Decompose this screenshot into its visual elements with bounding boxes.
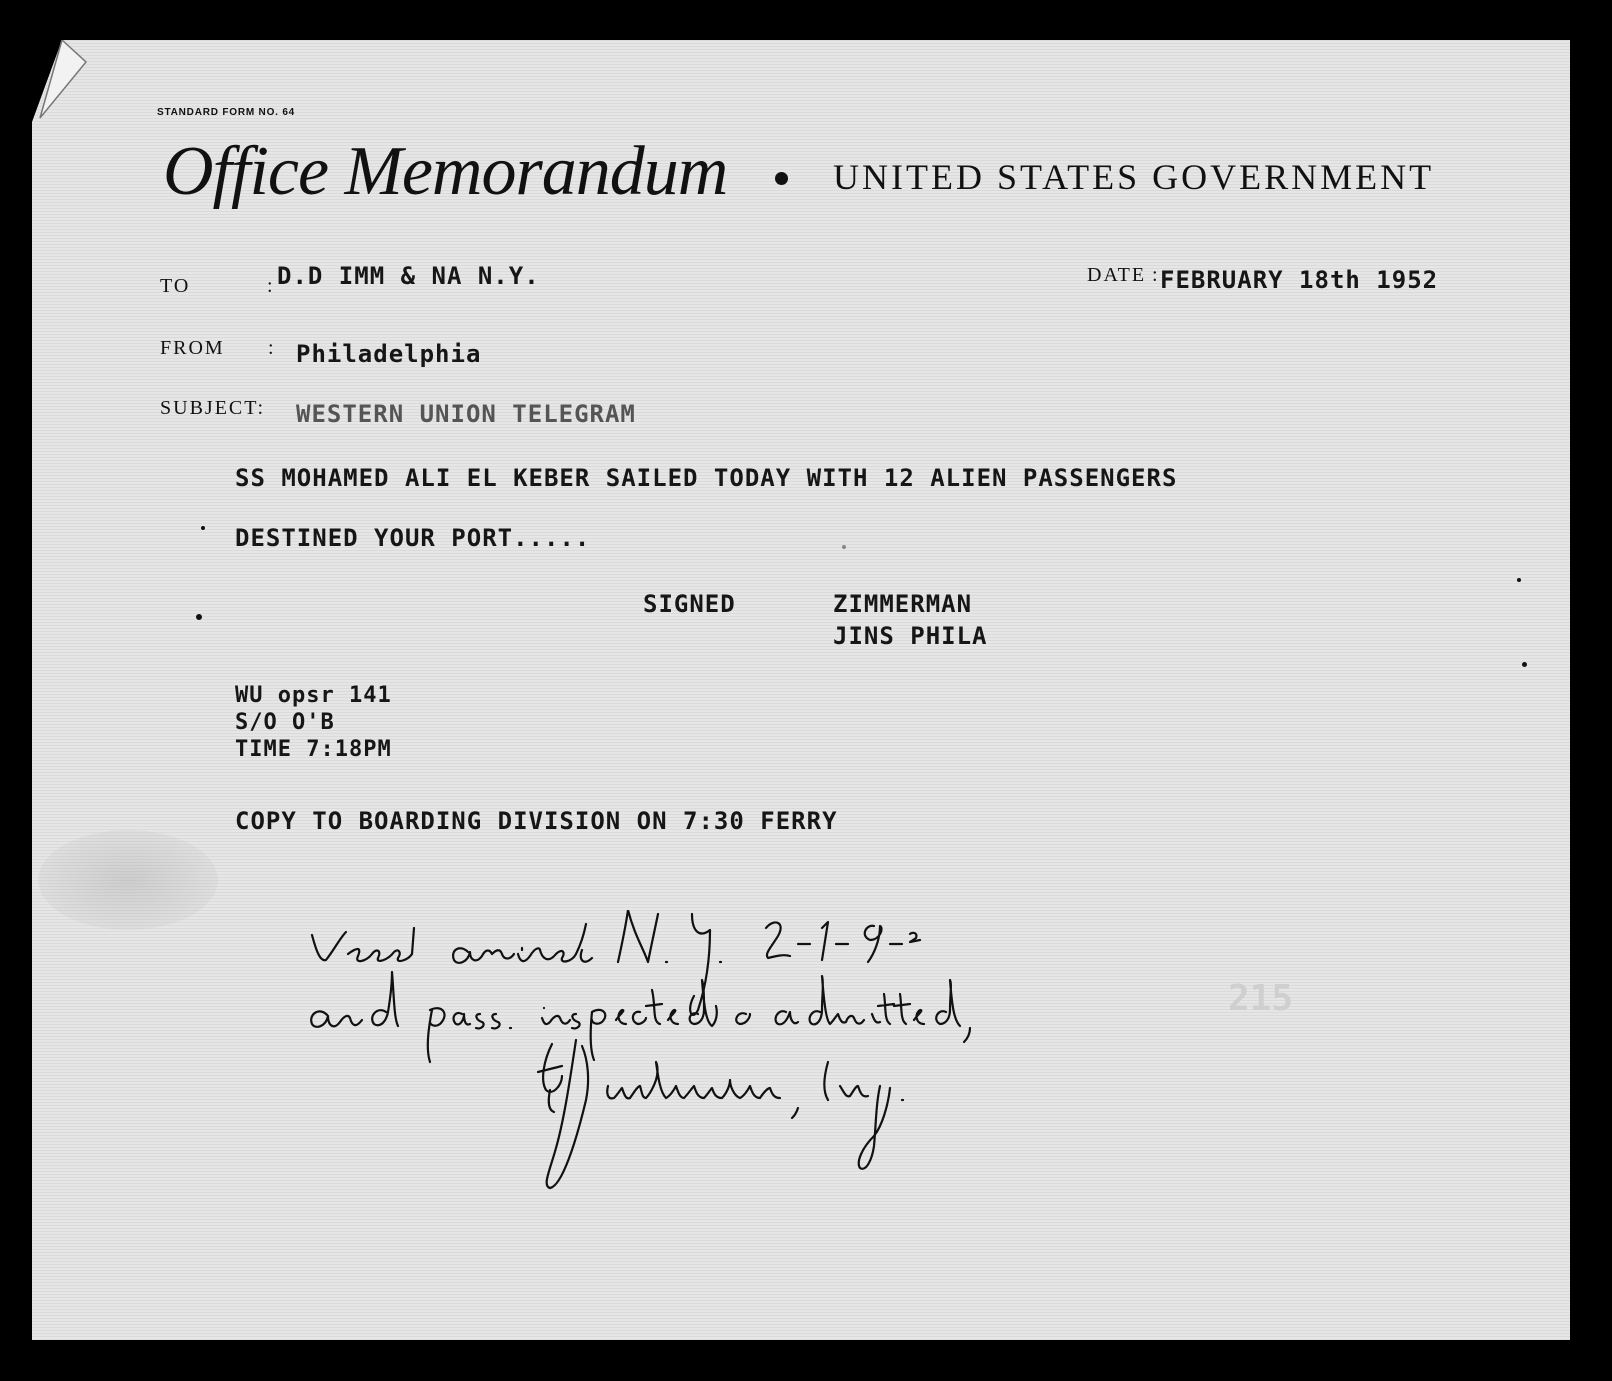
folded-corner [28,40,98,130]
stray-mark [842,545,846,549]
date-label: DATE [1087,264,1147,286]
stray-mark [196,614,202,620]
to-colon: : [267,275,273,297]
signer-office: JINS PHILA [833,622,988,650]
form-number: STANDARD FORM NO. 64 [157,107,296,118]
smudge-mark [38,830,218,930]
copy-note: COPY TO BOARDING DIVISION ON 7:30 FERRY [235,807,838,835]
to-label: TO [160,275,191,297]
title-bullet [775,172,788,185]
subject-label: SUBJECT: [160,397,266,419]
from-value: Philadelphia [296,340,482,368]
memo-title: Office Memorandum [163,133,728,210]
signed-label: SIGNED [643,590,736,618]
stray-mark [1517,578,1521,582]
to-value: D.D IMM & NA N.Y. [277,262,540,290]
date-colon: : [1152,264,1158,286]
from-colon: : [268,337,274,359]
signer-name: ZIMMERMAN [833,590,973,618]
handwritten-annotation [300,910,1000,1230]
date-value: FEBRUARY 18th 1952 [1160,266,1439,294]
subject-value: WESTERN UNION TELEGRAM [296,400,636,428]
transmission-time: TIME 7:18PM [235,737,392,762]
operator-code: WU opsr 141 [235,683,392,708]
faint-stamp-number: 215 [1228,978,1294,1019]
agency-name: UNITED STATES GOVERNMENT [833,157,1435,197]
stray-mark [1522,662,1527,667]
telegram-line-1: SS MOHAMED ALI EL KEBER SAILED TODAY WITH 12 ALIEN PASSENGERS [235,464,1178,492]
sender-initials: S/O O'B [235,710,335,735]
telegram-line-2: DESTINED YOUR PORT..... [235,524,591,552]
stray-mark [201,526,205,530]
from-label: FROM [160,337,225,359]
